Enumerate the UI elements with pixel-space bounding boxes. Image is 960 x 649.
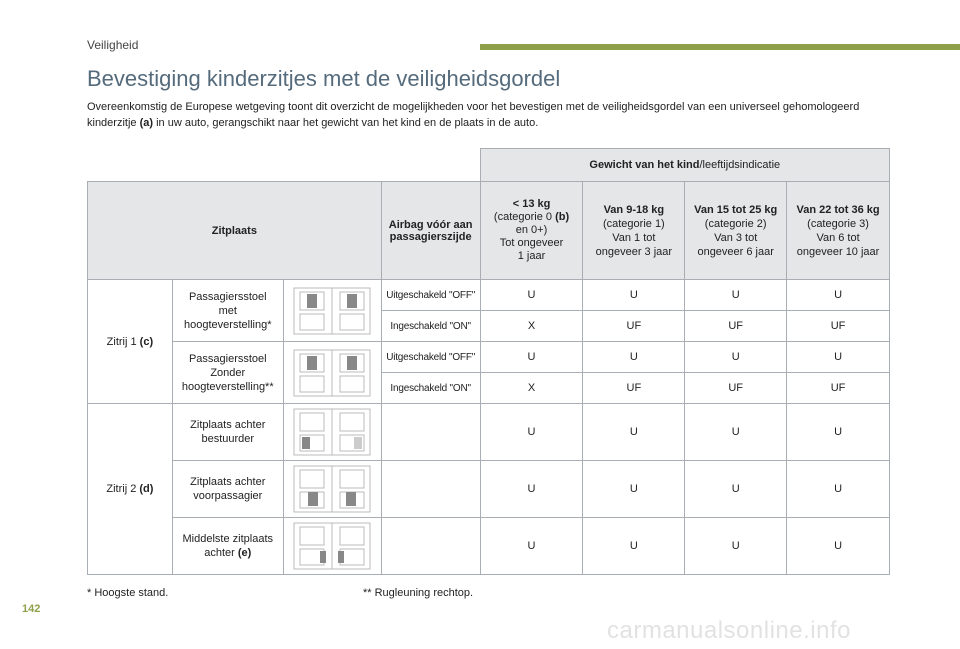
cell-value: UF [787, 311, 890, 342]
cell-value: U [583, 342, 685, 373]
seat-diagram-icon [283, 404, 381, 461]
seat-diagram-icon [283, 342, 381, 404]
seat-position-label: Passagiersstoel met hoogteverstelling* [172, 280, 283, 342]
cell-value: U [787, 461, 890, 518]
child-seat-table [87, 148, 890, 575]
intro-text-1: Overeenkomstig de Europese wetgeving toont dit overzicht de mogelijkheden voor het bevestigen met de veiligheidsgordel van een universeel gehomologeerd kinderzitje [87, 101, 860, 129]
row-label-zitrij-2: Zitrij 2 (d) [88, 404, 173, 575]
page-number: 142 [22, 603, 41, 615]
cell-value: U [583, 518, 685, 575]
section-accent-bar [480, 44, 960, 50]
seat-column-header: Zitplaats [88, 182, 382, 280]
cell-value: U [583, 404, 685, 461]
cell-value: U [685, 342, 787, 373]
cell-value: U [787, 404, 890, 461]
airbag-status: Uitgeschakeld "OFF" [381, 342, 480, 373]
watermark: carmanualsonline.info [607, 617, 851, 644]
intro-text-2: in uw auto, gerangschikt naar het gewicht van het kind en de plaats in de auto. [153, 117, 539, 129]
weight-col-0: < 13 kg (categorie 0 (b) en 0+) Tot ongeveer 1 jaar [480, 182, 583, 280]
cell-value: U [685, 518, 787, 575]
cell-value: U [480, 342, 583, 373]
seat-position-label: Passagiersstoel Zonder hoogteverstelling** [172, 342, 283, 404]
weight-col-1: Van 9-18 kg (categorie 1) Van 1 tot ongeveer 3 jaar [583, 182, 685, 280]
footnote-single: * Hoogste stand. [87, 587, 169, 599]
cell-value: X [480, 311, 583, 342]
cell-value: U [685, 461, 787, 518]
cell-value: U [787, 280, 890, 311]
cell-value: UF [787, 373, 890, 404]
weight-col-2: Van 15 tot 25 kg (categorie 2) Van 3 tot ongeveer 6 jaar [685, 182, 787, 280]
cell-value: U [583, 461, 685, 518]
cell-value: U [480, 280, 583, 311]
section-title: Veiligheid [87, 38, 139, 52]
cell-value: U [480, 461, 583, 518]
cell-value: UF [583, 311, 685, 342]
airbag-status: Ingeschakeld "ON" [381, 373, 480, 404]
cell-value: UF [685, 373, 787, 404]
cell-value: UF [685, 311, 787, 342]
weight-group-header-rest: /leeftijdsindicatie [699, 159, 781, 171]
cell-value: X [480, 373, 583, 404]
intro-paragraph [87, 99, 877, 131]
seat-diagram-icon [283, 461, 381, 518]
cell-value: U [685, 404, 787, 461]
page-title: Bevestiging kinderzitjes met de veiligheidsgordel [87, 66, 561, 91]
cell-value: U [480, 518, 583, 575]
airbag-column-header: Airbag vóór aan passagierszijde [381, 182, 480, 280]
airbag-status: Ingeschakeld "ON" [381, 311, 480, 342]
intro-note-a: (a) [139, 117, 154, 129]
seat-diagram-icon [283, 280, 381, 342]
seat-position-label: Middelste zitplaats achter (e) [172, 518, 283, 575]
cell-value: U [787, 518, 890, 575]
cell-value: U [480, 404, 583, 461]
seat-position-label: Zitplaats achter voorpassagier [172, 461, 283, 518]
weight-group-header-bold: Gewicht van het kind [589, 159, 700, 171]
cell-value: U [583, 280, 685, 311]
weight-col-3: Van 22 tot 36 kg (categorie 3) Van 6 tot ongeveer 10 jaar [787, 182, 890, 280]
seat-diagram-icon [283, 518, 381, 575]
row-label-zitrij-1: Zitrij 1 (c) [88, 280, 173, 404]
footnote-double: ** Rugleuning rechtop. [363, 587, 474, 599]
cell-value: UF [583, 373, 685, 404]
cell-value: U [685, 280, 787, 311]
cell-value: U [787, 342, 890, 373]
weight-group-header [480, 149, 889, 182]
seat-position-label: Zitplaats achter bestuurder [172, 404, 283, 461]
airbag-status: Uitgeschakeld "OFF" [381, 280, 480, 311]
